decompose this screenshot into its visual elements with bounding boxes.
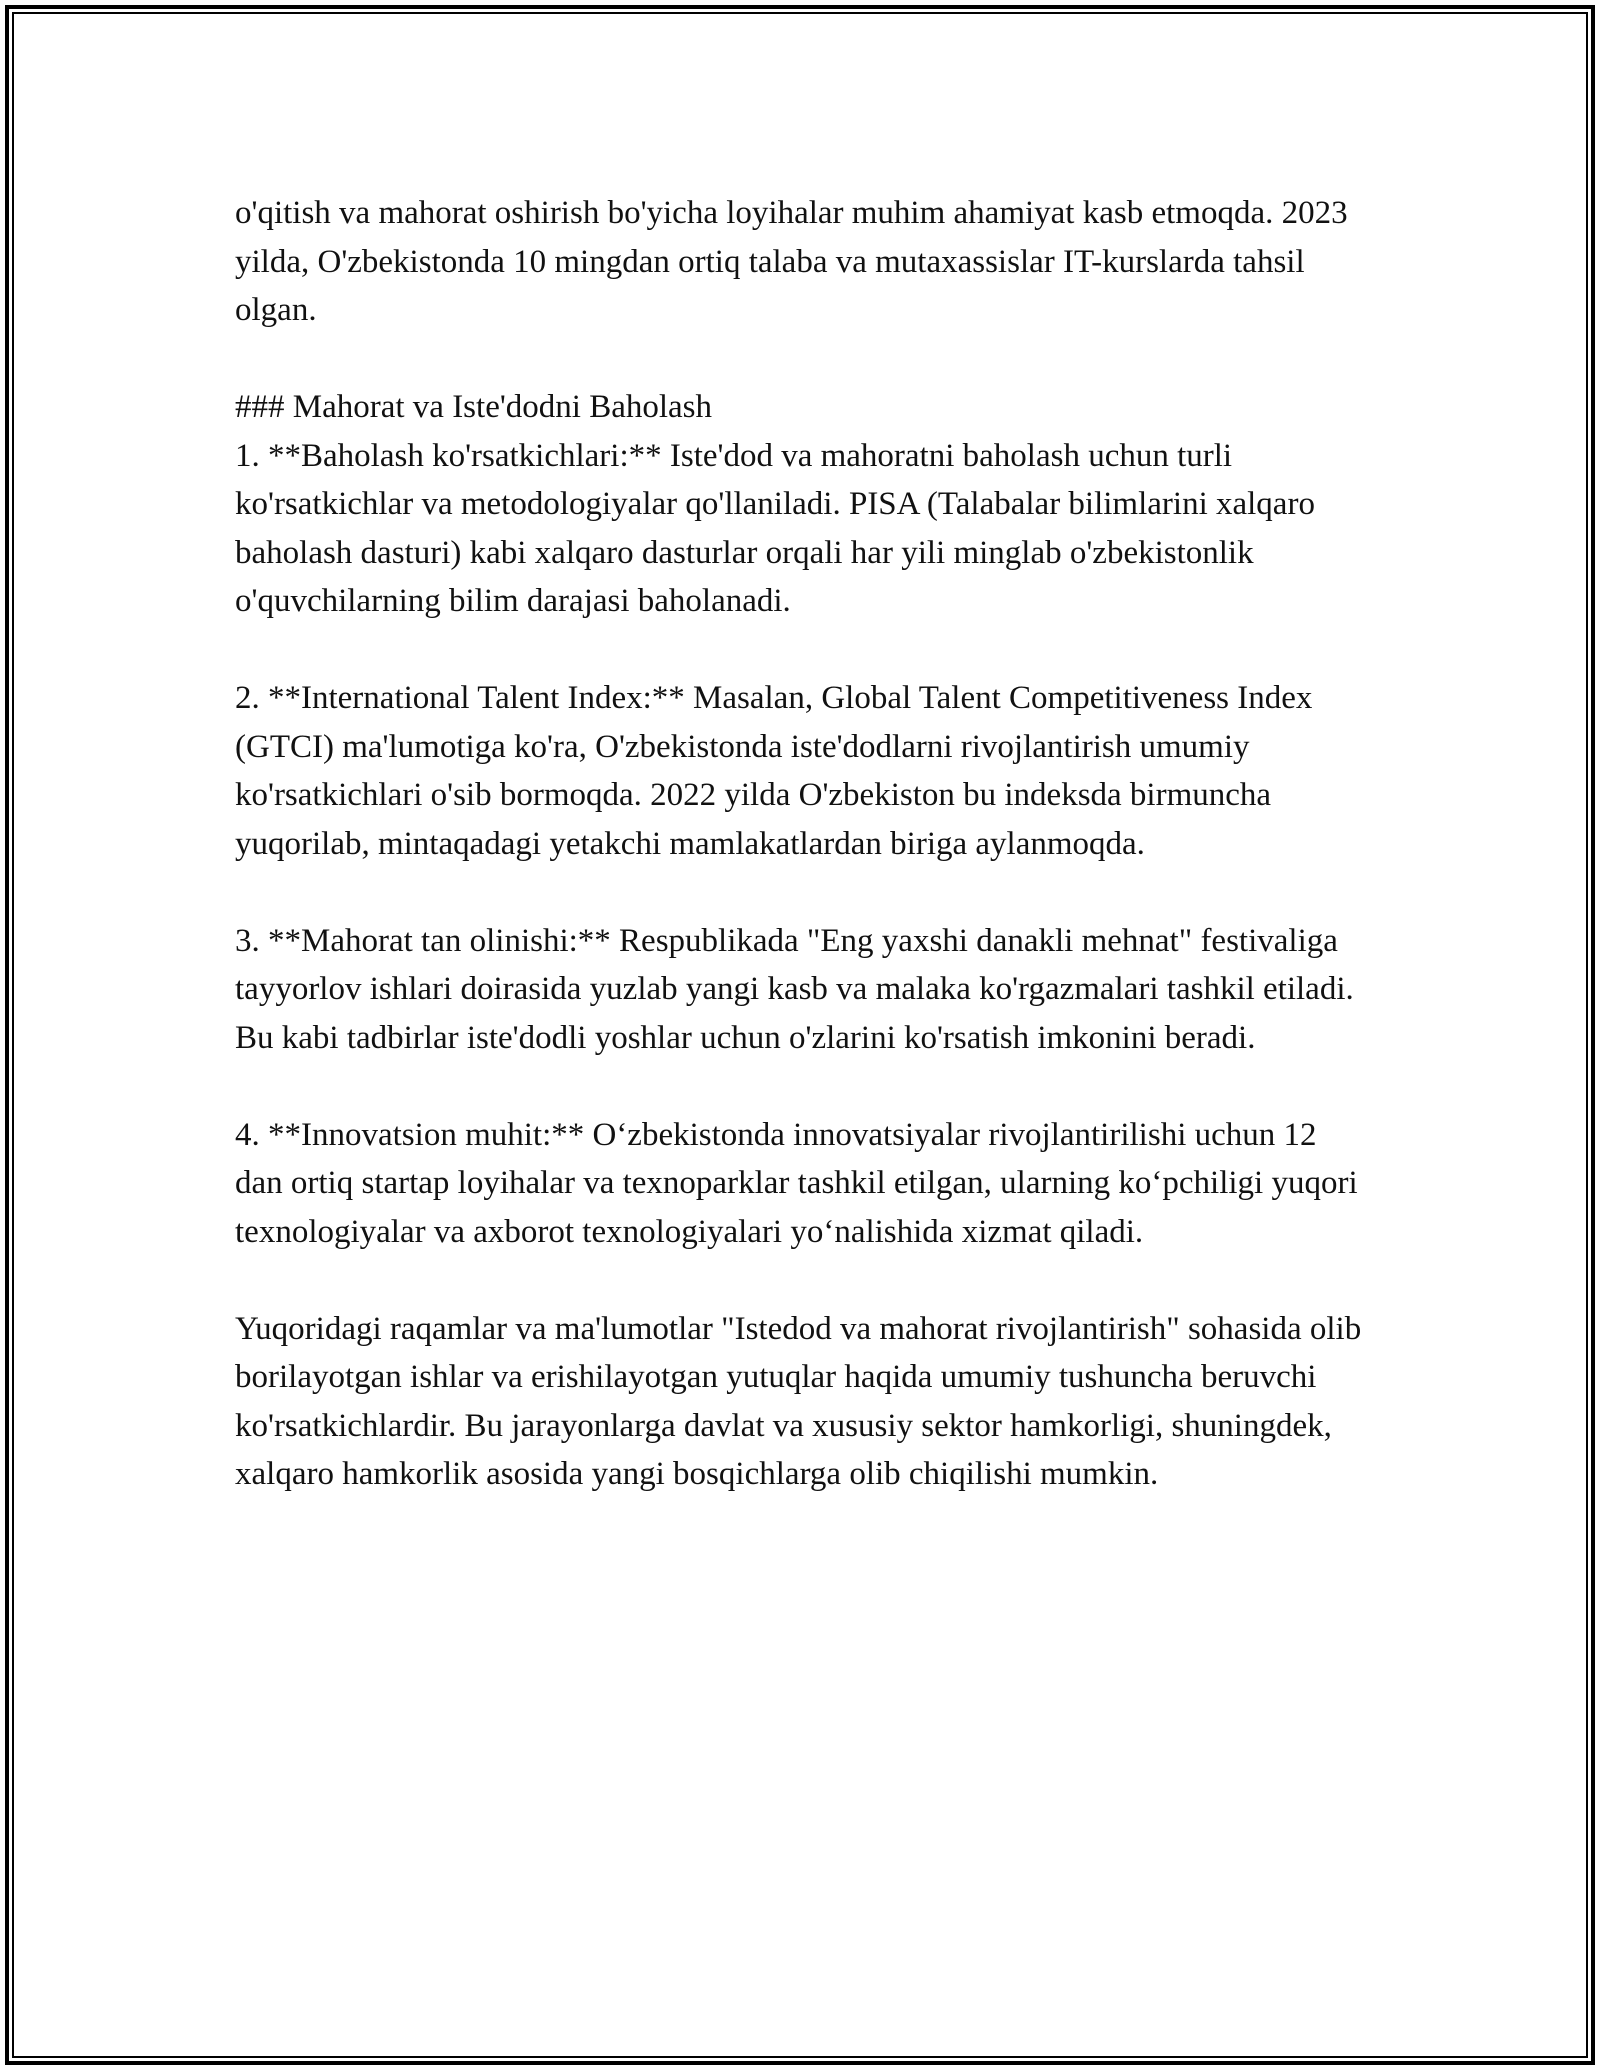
conclusion-paragraph: Yuqoridagi raqamlar va ma'lumotlar "Istedod va mahorat rivojlantirish" sohasida olib borilayotgan ishlar va erishilayotgan yutuqlar haqida umumiy tushuncha beruvchi ko'rsatkichlardir. Bu jarayonlarga davlat va xususiy sektor hamkorligi, shuningdek, xalqaro hamkorlik asosida yangi bosqichlarga olib chiqilishi mumkin. — [235, 1310, 1362, 1492]
section-heading: ### Mahorat va Iste'dodni Baholash — [235, 389, 713, 425]
document-body — [235, 189, 1365, 1547]
list-item-4-innovatsion-muhit: 4. **Innovatsion muhit:** O‘zbekistonda innovatsiyalar rivojlantirilishi uchun 12 dan ortiq startap loyihalar va texnoparklar tashkil etilgan, ularning ko‘pchiligi yuqori texnologiyalar va axborot texnologiyalari yo‘nalishida xizmat qiladi. — [235, 1116, 1358, 1250]
intro-paragraph: o'qitish va mahorat oshirish bo'yicha loyihalar muhim ahamiyat kasb etmoqda. 2023 yilda, O'zbekistonda 10 mingdan ortiq talaba va mutaxassislar IT-kurslarda tahsil olgan. — [235, 195, 1348, 328]
list-item-3-mahorat-tan-olinishi: 3. **Mahorat tan olinishi:** Respublikada "Eng yaxshi danakli mehnat" festivaliga tayyorlov ishlari doirasida yuzlab yangi kasb va malaka ko'rgazmalari tashkil etiladi. Bu kabi tadbirlar iste'dodli yoshlar uchun o'zlarini ko'rsatish imkonini beradi. — [235, 922, 1354, 1056]
list-item-2-talent-index: 2. **International Talent Index:** Masalan, Global Talent Competitiveness Index (GTCI) ma'lumotiga ko'ra, O'zbekistonda iste'dodlarni rivojlantirish umumiy ko'rsatkichlari o'sib bormoqda. 2022 yilda O'zbekiston bu indeksda birmuncha yuqorilab, mintaqadagi yetakchi mamlakatlardan biriga aylanmoqda. — [235, 680, 1313, 862]
list-item-1-baholash: 1. **Baholash ko'rsatkichlari:** Iste'dod va mahoratni baholash uchun turli ko'rsatkichlar va metodologiyalar qo'llaniladi. PISA (Talabalar bilimlarini xalqaro baholash dasturi) kabi xalqaro dasturlar orqali har yili minglab o'zbekistonlik o'quvchilarning bilim darajasi baholanadi. — [235, 437, 1315, 619]
